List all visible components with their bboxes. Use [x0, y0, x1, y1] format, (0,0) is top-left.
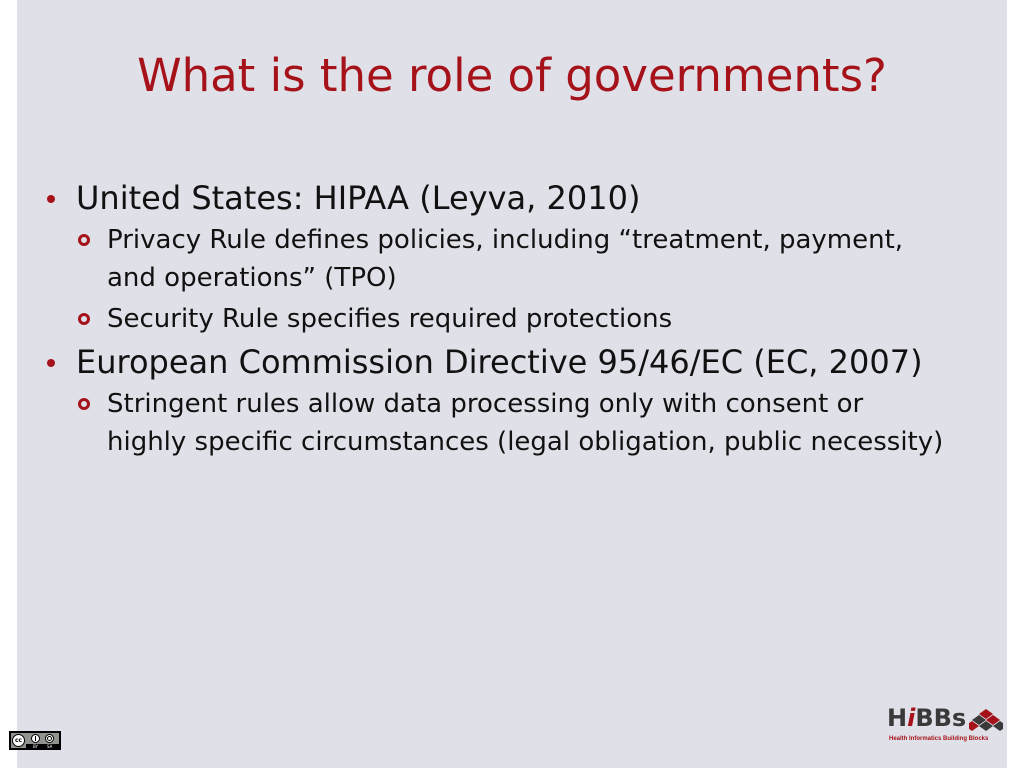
sa-label: SA [47, 744, 53, 749]
sub-bullet-privacy-rule [17, 221, 1007, 297]
logo-tagline: Health Informatics Building Blocks [889, 736, 989, 742]
logo-suffix: BBs [915, 704, 967, 732]
sub-bullet-ring-icon [78, 234, 90, 246]
logo-wordmark [887, 703, 966, 733]
sub-bullet-stringent-rules [17, 385, 1007, 461]
slide-title: What is the role of governments? [137, 49, 887, 102]
cc-license-badge[interactable] [9, 731, 61, 750]
bullet-list [17, 176, 1007, 461]
sub-bullet-ring-icon [78, 398, 90, 410]
slide [17, 0, 1007, 768]
cc-icon: cc [12, 734, 25, 747]
sub-bullet-text: Stringent rules allow data processing only with consent or highly specific circumstances (legal obligation, public necessity) [107, 389, 944, 457]
bullet-item-us [17, 176, 1007, 220]
bullet-dot-icon [47, 359, 55, 367]
hibbs-logo [887, 703, 1005, 747]
bullet-text: United States: HIPAA (Leyva, 2010) [76, 179, 641, 217]
share-alike-icon [45, 734, 54, 743]
sub-bullet-security-rule [17, 300, 1007, 338]
sub-bullet-text: Privacy Rule defines policies, including “treatment, payment, and operations” (TPO) [107, 225, 904, 293]
logo-prefix: H [887, 704, 908, 732]
bullet-item-eu [17, 340, 1007, 384]
by-label: BY [33, 744, 38, 749]
sub-bullet-text: Security Rule specifies required protections [107, 304, 673, 334]
bullet-dot-icon [47, 195, 55, 203]
sub-bullet-ring-icon [78, 313, 90, 325]
license-band [26, 744, 61, 750]
stacked-blocks-icon [969, 707, 1003, 733]
bullet-text: European Commission Directive 95/46/EC (EC, 2007) [76, 343, 923, 381]
attribution-icon [31, 734, 40, 743]
logo-italic-i: i [907, 704, 916, 732]
